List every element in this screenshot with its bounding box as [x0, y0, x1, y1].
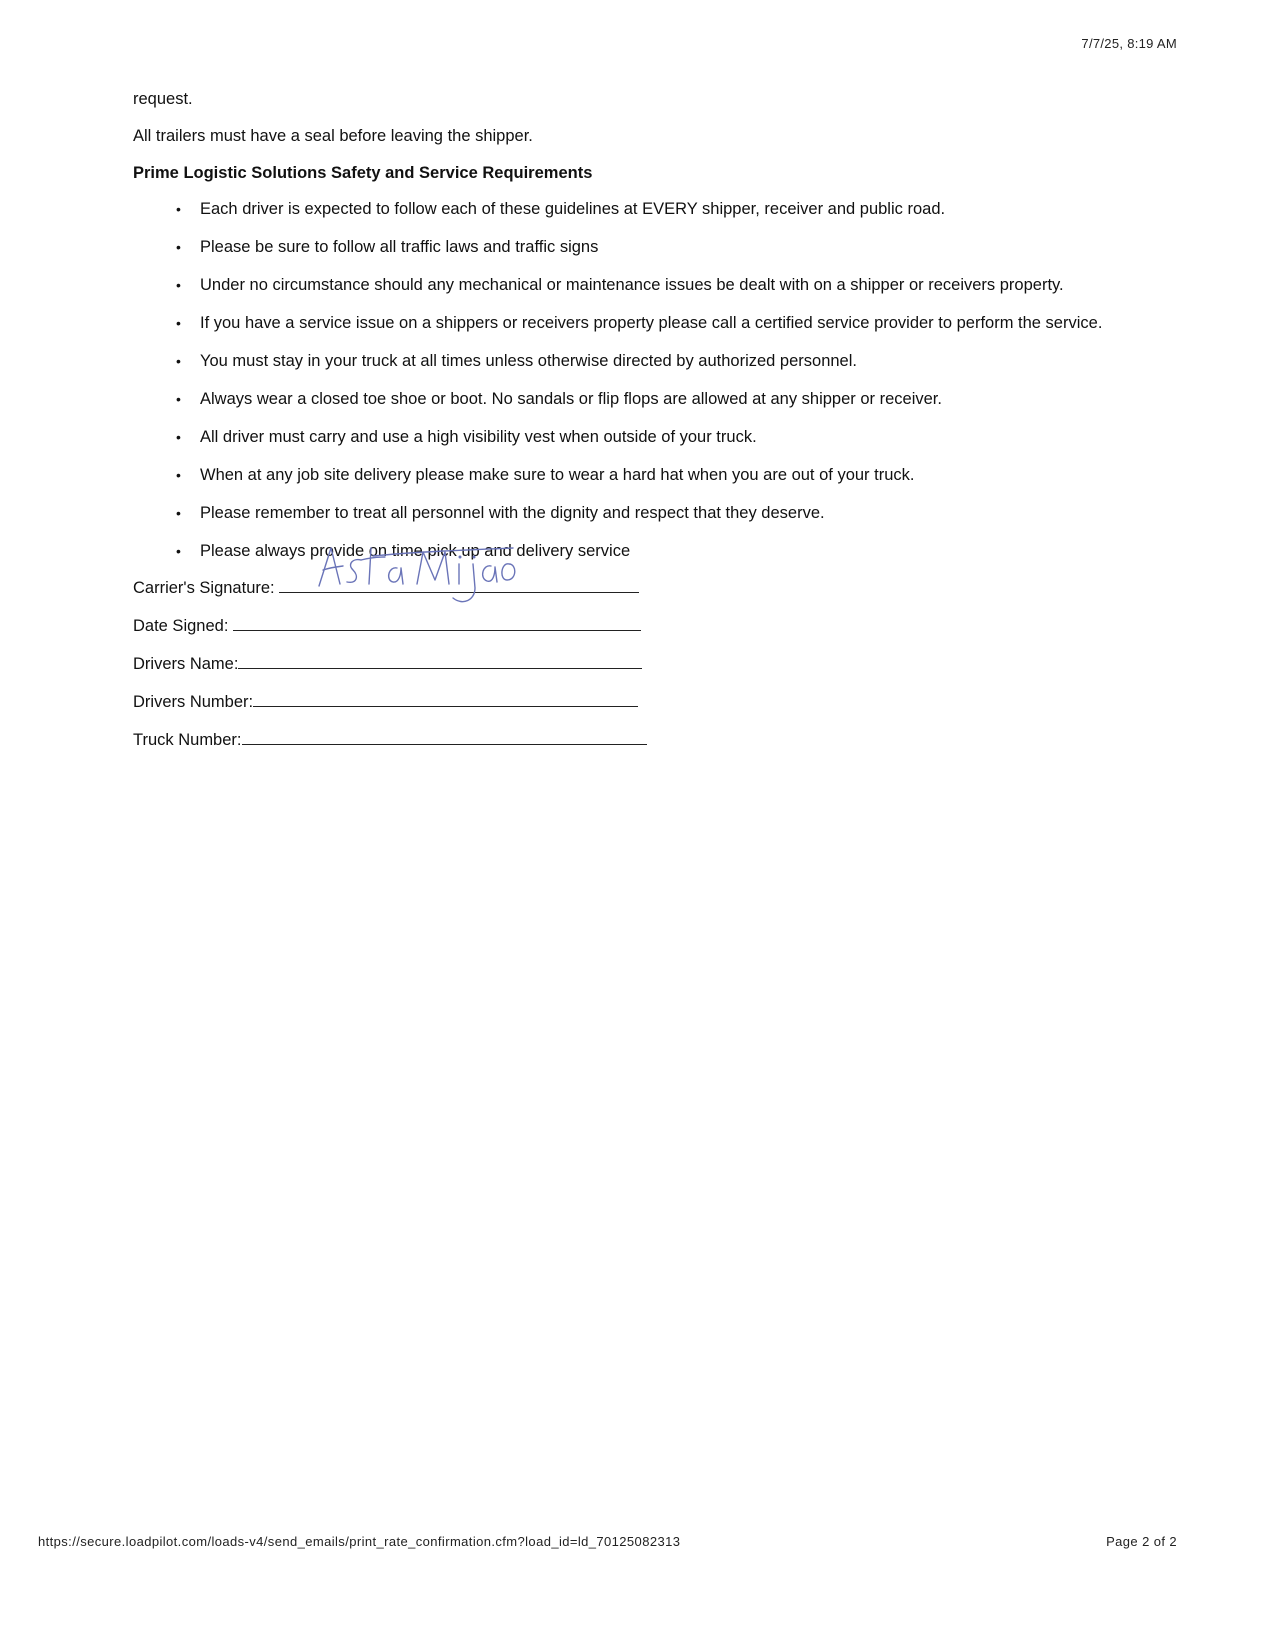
print-timestamp: 7/7/25, 8:19 AM — [1081, 36, 1177, 51]
list-item: • Under no circumstance should any mechanical or maintenance issues be dealt with on a shipper or receivers property. — [200, 275, 1143, 295]
list-item: • Please remember to treat all personnel with the dignity and respect that they deserve. — [200, 503, 1143, 523]
drivers-name-field[interactable] — [238, 652, 642, 669]
list-item: • Please always provide on time pick up and delivery service — [200, 541, 1143, 561]
list-item: • Always wear a closed toe shoe or boot. No sandals or flip flops are allowed at any shipper or receiver. — [200, 389, 1143, 409]
drivers-number-field[interactable] — [253, 690, 638, 707]
carrier-signature-line — [133, 576, 1143, 596]
date-signed-field[interactable] — [233, 614, 641, 631]
list-item: • If you have a service issue on a shippers or receivers property please call a certified service provider to perform the service. — [200, 313, 1143, 333]
drivers-name-line — [133, 652, 1143, 672]
page-indicator: Page 2 of 2 — [1106, 1534, 1177, 1549]
truck-number-field[interactable] — [242, 728, 647, 745]
list-item: • You must stay in your truck at all times unless otherwise directed by authorized personnel. — [200, 351, 1143, 371]
section-title: Prime Logistic Solutions Safety and Service Requirements — [133, 164, 593, 182]
truck-number-label: Truck Number: — [133, 731, 242, 749]
carrier-signature-label: Carrier's Signature: — [133, 579, 280, 597]
print-footer-url: https://secure.loadpilot.com/loads-v4/send_emails/print_rate_confirmation.cfm?load_id=ld_70125082313 — [38, 1534, 681, 1549]
date-signed-label: Date Signed: — [133, 617, 233, 635]
list-item: • Please be sure to follow all traffic laws and traffic signs — [200, 237, 1143, 257]
list-item: • Each driver is expected to follow each of these guidelines at EVERY shipper, receiver and public road. — [200, 199, 1143, 219]
signature-block — [133, 576, 1143, 748]
list-item: • When at any job site delivery please make sure to wear a hard hat when you are out of your truck. — [200, 465, 1143, 485]
seal-note: All trailers must have a seal before leaving the shipper. — [133, 127, 533, 145]
document-body — [133, 89, 1143, 766]
date-signed-line — [133, 614, 1143, 634]
drivers-number-label: Drivers Number: — [133, 693, 254, 711]
continued-text: request. — [133, 90, 193, 108]
requirements-list — [133, 199, 1143, 561]
list-item: • All driver must carry and use a high visibility vest when outside of your truck. — [200, 427, 1143, 447]
truck-number-line — [133, 728, 1143, 748]
drivers-number-line — [133, 690, 1143, 710]
drivers-name-label: Drivers Name: — [133, 655, 239, 673]
handwritten-signature — [313, 540, 523, 612]
